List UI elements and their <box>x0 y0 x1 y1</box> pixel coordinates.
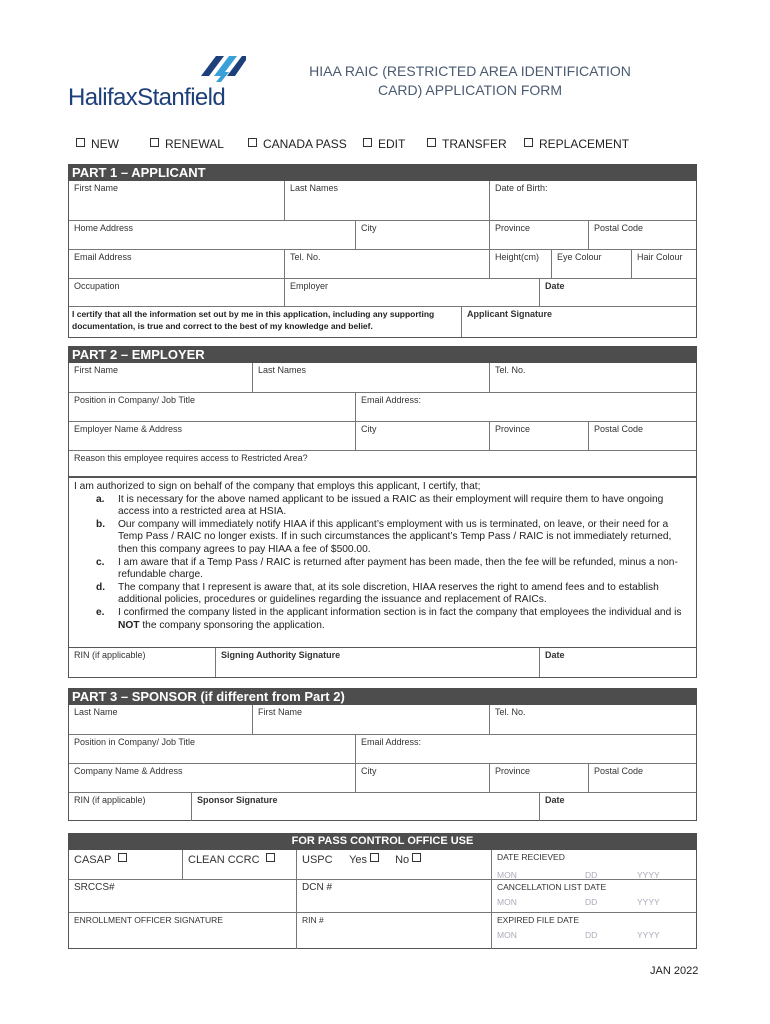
title-line-1: HIAA RAIC (RESTRICTED AREA IDENTIFICATION <box>309 63 631 79</box>
office-clean-ccrc[interactable]: CLEAN CCRC <box>183 850 297 880</box>
p1-applicant-signature[interactable]: Applicant Signature <box>467 309 553 319</box>
office-dcn[interactable]: DCN # <box>297 880 492 913</box>
certification-text: I certify that all the information set out by me in this application, including any supporting documentation, is true and correct to the best of my knowledge and belief. <box>72 309 435 331</box>
p2-postal-code[interactable]: Postal Code <box>589 422 696 451</box>
office-uspc[interactable]: USPC Yes No <box>297 850 492 880</box>
logo-mark-icon <box>66 48 246 88</box>
p2-tel[interactable]: Tel. No. <box>490 363 696 393</box>
checkbox-icon[interactable] <box>412 853 421 862</box>
authorization-text <box>74 481 694 632</box>
office-enrollment-signature[interactable]: ENROLLMENT OFFICER SIGNATURE <box>69 913 297 949</box>
p3-province[interactable]: Province <box>490 764 589 793</box>
p1-date[interactable]: Date <box>540 279 696 307</box>
checkbox-icon[interactable] <box>76 138 85 147</box>
p2-province[interactable]: Province <box>490 422 589 451</box>
authorization-item-b: b. Our company will immediately notify HIAA if this applicant’s employment with us is terminated, on leave, or their need for a Temp Pass / RAIC no longer exists. If in such circumstances the applicant’s Temp Pass / RAIC is not immediately returned, then this company agrees to pay HIAA a fee of $500.00. <box>96 518 672 555</box>
p1-employer[interactable]: Employer <box>285 279 540 307</box>
p2-signing-authority-signature[interactable]: Signing Authority Signature <box>216 648 540 677</box>
checkbox-icon[interactable] <box>150 138 159 147</box>
part3-header: PART 3 – SPONSOR (if different from Part 2) <box>68 688 697 705</box>
p3-last-name[interactable]: Last Name <box>69 705 253 735</box>
p2-email[interactable]: Email Address: <box>356 393 696 422</box>
p3-email[interactable]: Email Address: <box>356 735 696 764</box>
p1-height[interactable]: Height(cm) <box>490 250 552 279</box>
p1-occupation[interactable]: Occupation <box>69 279 285 307</box>
option-edit[interactable]: EDIT <box>363 137 405 151</box>
part2-grid <box>68 363 697 477</box>
checkbox-icon[interactable] <box>118 853 127 862</box>
p3-company[interactable]: Company Name & Address <box>69 764 356 793</box>
p3-tel[interactable]: Tel. No. <box>490 705 696 735</box>
office-casap[interactable]: CASAP <box>69 850 183 880</box>
office-use-grid <box>68 850 697 949</box>
p2-rin[interactable]: RIN (if applicable) <box>69 648 216 677</box>
p2-first-name[interactable]: First Name <box>69 363 253 393</box>
p1-first-name[interactable]: First Name <box>69 181 285 221</box>
p2-position[interactable]: Position in Company/ Job Title <box>69 393 356 422</box>
p1-email[interactable]: Email Address <box>69 250 285 279</box>
part1-grid <box>68 181 697 338</box>
part2-header: PART 2 – EMPLOYER <box>68 346 697 363</box>
checkbox-icon[interactable] <box>363 138 372 147</box>
office-cancellation-date[interactable]: CANCELLATION LIST DATE MON DD YYYY <box>492 880 696 913</box>
office-expired-file-date[interactable]: EXPIRED FILE DATE MON DD YYYY <box>497 915 660 940</box>
p1-postal-code[interactable]: Postal Code <box>589 221 696 250</box>
title-line-2: CARD) APPLICATION FORM <box>377 82 563 98</box>
p2-employer-name[interactable]: Employer Name & Address <box>69 422 356 451</box>
checkbox-icon[interactable] <box>266 853 275 862</box>
p2-city[interactable]: City <box>356 422 490 451</box>
p1-tel[interactable]: Tel. No. <box>285 250 490 279</box>
p1-eye-colour[interactable]: Eye Colour <box>552 250 632 279</box>
authorization-item-e: e. I confirmed the company listed in the applicant information section is in fact the company that employees the individual and is NOT the company sponsoring the application. <box>96 606 682 631</box>
option-renewal[interactable]: RENEWAL <box>150 137 224 151</box>
p1-city[interactable]: City <box>356 221 490 250</box>
authorization-item-c: c. I am aware that if a Temp Pass / RAIC is returned after payment has been made, then the fee will be refunded, minus a non-refundable charge. <box>96 556 678 581</box>
option-new[interactable]: NEW <box>76 137 119 151</box>
p3-first-name[interactable]: First Name <box>253 705 490 735</box>
p3-position[interactable]: Position in Company/ Job Title <box>69 735 356 764</box>
p3-rin[interactable]: RIN (if applicable) <box>69 793 192 821</box>
p1-last-names[interactable]: Last Names <box>285 181 490 221</box>
form-version: JAN 2022 <box>650 965 699 977</box>
checkbox-icon[interactable] <box>370 853 379 862</box>
office-use-header: FOR PASS CONTROL OFFICE USE <box>68 833 697 850</box>
p2-date[interactable]: Date <box>545 650 565 660</box>
option-replacement[interactable]: REPLACEMENT <box>524 137 629 151</box>
p2-last-names[interactable]: Last Names <box>253 363 490 393</box>
option-transfer[interactable]: TRANSFER <box>427 137 507 151</box>
p1-certification <box>69 307 462 337</box>
office-date-received[interactable]: DATE RECIEVED MON DD YYYY <box>492 850 696 880</box>
authorization-item-a: a. It is necessary for the above named applicant to be issued a RAIC as their employment will require them to have ongoing access into a restricted area at HSIA. <box>96 493 664 518</box>
part1-header: PART 1 – APPLICANT <box>68 164 697 181</box>
application-type-options <box>72 137 712 153</box>
authorization-intro: I am authorized to sign on behalf of the company that employs this applicant, I certify, that; <box>74 481 481 492</box>
p1-province[interactable]: Province <box>490 221 589 250</box>
p3-sponsor-signature[interactable]: Sponsor Signature <box>192 793 540 821</box>
checkbox-icon[interactable] <box>248 138 257 147</box>
p1-dob[interactable]: Date of Birth: <box>490 181 696 221</box>
checkbox-icon[interactable] <box>524 138 533 147</box>
p3-city[interactable]: City <box>356 764 490 793</box>
p3-date[interactable]: Date <box>545 795 565 805</box>
office-srccs[interactable]: SRCCS# <box>69 880 297 913</box>
part2-signature-row <box>68 647 697 678</box>
halifax-stanfield-logo <box>66 48 246 120</box>
form-title <box>290 62 650 100</box>
office-rin[interactable]: RIN # <box>297 913 492 949</box>
checkbox-icon[interactable] <box>427 138 436 147</box>
authorization-item-d: d. The company that I represent is aware that, at its sole discretion, HIAA reserves the right to amend fees and to establish additional policies, procedures or guidelines regarding the issuance and replacement of RAICs. <box>96 581 659 606</box>
part3-grid <box>68 705 697 821</box>
logo-text: HalifaxStanfield <box>68 84 226 111</box>
p1-hair-colour[interactable]: Hair Colour <box>632 250 696 279</box>
p3-postal-code[interactable]: Postal Code <box>589 764 696 793</box>
p1-home-address[interactable]: Home Address <box>69 221 356 250</box>
option-canada-pass[interactable]: CANADA PASS <box>248 137 347 151</box>
p2-reason[interactable]: Reason this employee requires access to Restricted Area? <box>74 453 308 463</box>
